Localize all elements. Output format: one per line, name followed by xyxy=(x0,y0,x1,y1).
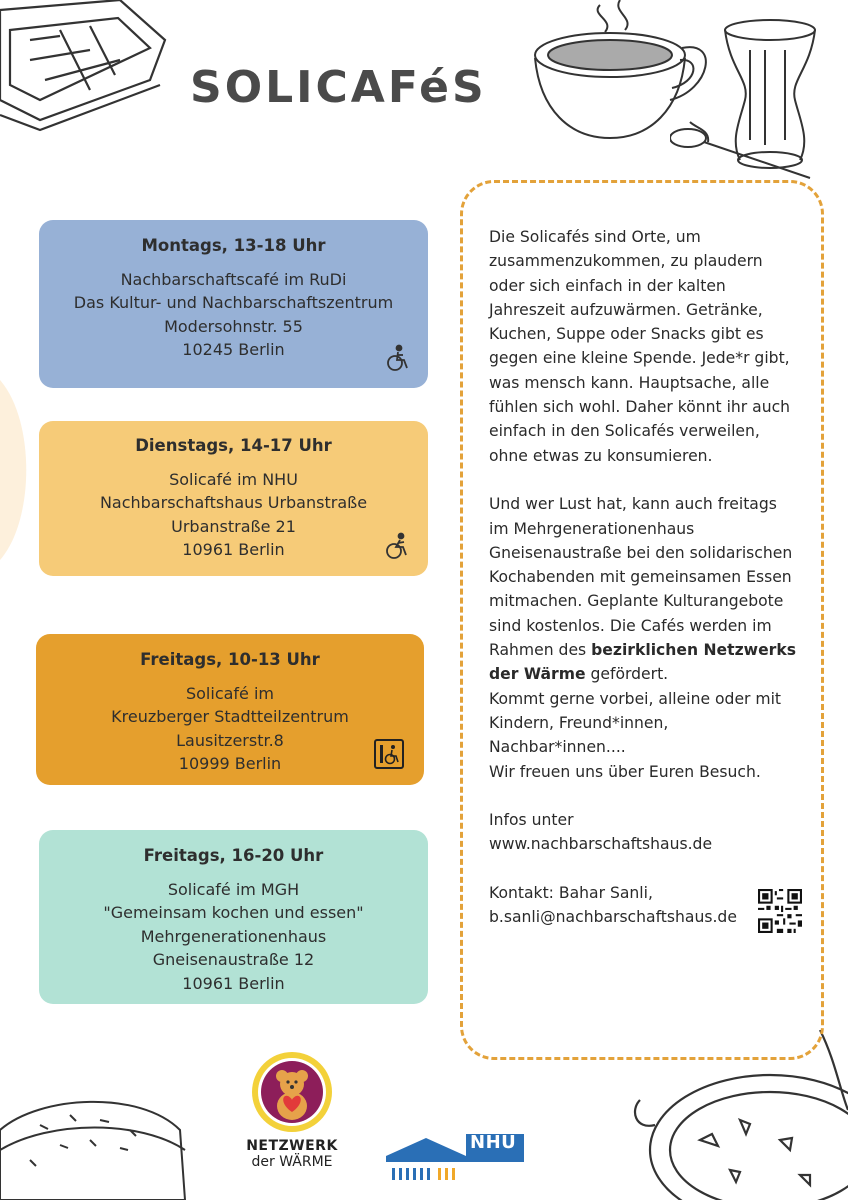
cake-sketch-icon xyxy=(0,1090,190,1200)
cafe-card-friday-evening xyxy=(39,830,428,1004)
infos-url-link[interactable]: www.nachbarschaftshaus.de xyxy=(489,835,713,854)
netzwerk-der-waerme-logo xyxy=(246,1050,338,1170)
cafe-city: 10961 Berlin xyxy=(182,540,285,559)
infos-label: Infos unter xyxy=(489,811,574,830)
info-invite-text: Kommt gerne vorbei, alleine oder mit Kindern, Freund*innen, Nachbar*innen.... xyxy=(489,689,782,757)
wheelchair-icon xyxy=(384,344,410,372)
accessible-toilet-icon xyxy=(374,739,404,769)
cafe-name: Nachbarschaftscafé im RuDi xyxy=(120,269,347,289)
contact-email-link[interactable]: b.sanli@nachbarschaftshaus.de xyxy=(489,908,737,927)
contact-block xyxy=(489,881,801,930)
cafe-day-time: Freitags, 10-13 Uhr xyxy=(140,650,320,669)
info-intro: Die Solicafés sind Orte, um zusammenzukommen, zu plaudern oder sich einfach in der kalten Jahreszeit aufzuwärmen. Getränke, Kuchen, Suppe oder Snacks gibt es gegen eine kleine Spende. Jede*r gibt, was mensch kann. Hauptsache, alle fühlen sich wohl. Daher könnt ihr auch einfach in den Solicafés verweilen, ohne etwas zu konsumieren. xyxy=(489,228,791,465)
cafe-city: 10999 Berlin xyxy=(178,754,282,773)
cafe-street: Lausitzerstr.8 xyxy=(176,730,284,750)
cafe-venue: Kreuzberger Stadtteilzentrum xyxy=(111,707,349,726)
contact-label: Kontakt: Bahar Sanli, xyxy=(489,884,653,903)
cafe-street: Urbanstraße 21 xyxy=(171,516,296,536)
info-cooking-text: Und wer Lust hat, kann auch freitags im Mehrgenerationenhaus Gneisenaustraße bei den solidarischen Kochabenden mit gemeinsamen Essen mitmachen. Geplante Kulturangebote sind kostenlos. Die Cafés werden im Rahmen des xyxy=(489,495,793,660)
plate-edge-shape xyxy=(0,380,30,560)
cafe-card-monday xyxy=(39,220,428,388)
info-box xyxy=(460,180,824,1060)
cafe-venue: Mehrgenerationenhaus xyxy=(140,926,327,946)
der-waerme-logo-text: der WÄRME xyxy=(251,1154,333,1170)
waffle-sketch-icon xyxy=(0,0,170,140)
info-links xyxy=(489,808,801,857)
cafe-name: Solicafé im xyxy=(185,683,275,703)
cafe-city: 10961 Berlin xyxy=(182,973,285,993)
cafe-venue: Nachbarschaftshaus Urbanstraße xyxy=(99,493,368,512)
cafe-day-time: Freitags, 16-20 Uhr xyxy=(143,846,324,865)
netzwerk-logo-text: NETZWERK xyxy=(246,1138,338,1154)
cafe-event: "Gemeinsam kochen und essen" xyxy=(103,903,364,922)
nhu-logo-text: NHU xyxy=(470,1132,517,1153)
cafe-city: 10245 Berlin xyxy=(182,340,285,359)
wheelchair-icon xyxy=(384,532,410,560)
nhu-logo xyxy=(386,1132,526,1188)
teddy-bear-heart-icon xyxy=(250,1050,334,1134)
cafe-venue: Das Kultur- und Nachbarschaftszentrum xyxy=(73,293,394,312)
cafe-name: Solicafé im NHU xyxy=(169,469,298,489)
cafe-day-time: Dienstags, 14-17 Uhr xyxy=(135,436,332,455)
page-title: SOLICAFéS xyxy=(190,62,487,113)
info-network-name: bezirklichen Netzwerks der Wärme xyxy=(489,641,796,684)
cafe-day-time: Montags, 13-18 Uhr xyxy=(141,236,326,255)
info-details xyxy=(489,492,801,784)
cafe-street: Modersohnstr. 55 xyxy=(164,316,303,336)
qr-code-icon[interactable] xyxy=(758,889,802,933)
cafe-card-tuesday xyxy=(39,421,428,576)
info-funding-text: gefördert. xyxy=(585,665,669,684)
cafe-card-friday-morning xyxy=(36,634,424,785)
tea-glass-sketch-icon xyxy=(670,10,840,180)
cafe-name: Solicafé im MGH xyxy=(167,879,300,899)
cafe-street: Gneisenaustraße 12 xyxy=(152,950,315,969)
info-thanks-text: Wir freuen uns über Euren Besuch. xyxy=(489,762,761,781)
